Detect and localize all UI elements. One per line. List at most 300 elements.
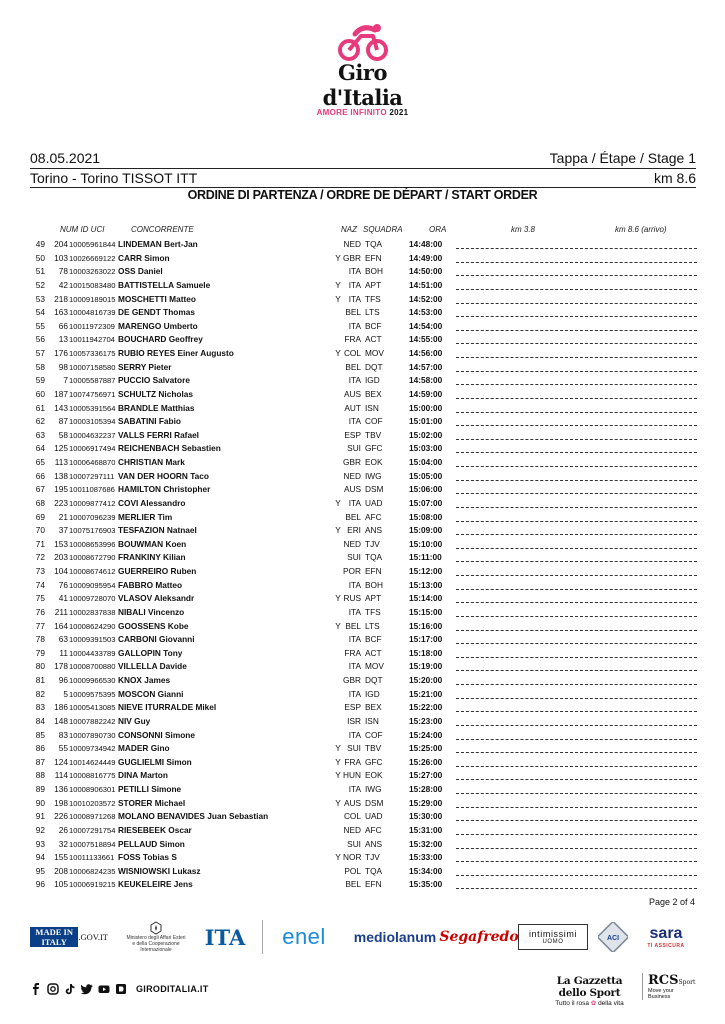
rider-position: 91 (35, 811, 45, 822)
rider-team: TJV (365, 538, 380, 549)
rider-position: 94 (35, 852, 45, 863)
rider-name: HAMILTON Christopher (118, 484, 211, 495)
young-rider-flag: Y (335, 756, 341, 767)
table-row (0, 741, 725, 755)
split2-blank (575, 303, 697, 304)
rider-name: CHRISTIAN Mark (118, 457, 185, 467)
split2-blank (575, 766, 697, 767)
table-row (0, 659, 725, 673)
rider-position: 66 (35, 470, 45, 481)
rider-number: 78 (58, 266, 68, 277)
table-row (0, 714, 725, 728)
split1-blank (456, 316, 573, 317)
rider-position: 55 (35, 320, 45, 331)
rider-number: 153 (54, 538, 68, 549)
rider-position: 51 (35, 266, 45, 277)
split1-blank (456, 534, 573, 535)
rider-team: GFC (365, 443, 383, 454)
start-time: 15:24:00 (409, 729, 443, 740)
divider (30, 168, 696, 169)
table-row (0, 687, 725, 701)
split2-blank (575, 888, 697, 889)
rider-name: BOUWMAN Koen (118, 538, 187, 549)
start-time: 15:02:00 (409, 429, 443, 440)
split1-blank (456, 779, 573, 780)
rider-position: 73 (35, 566, 45, 576)
rider-name: CARR Simon (118, 252, 170, 263)
instagram-icon[interactable] (47, 983, 59, 995)
rider-team: IWG (365, 470, 382, 481)
table-row (0, 673, 725, 687)
rider-nation: ITA (348, 606, 361, 617)
split1-blank (456, 657, 573, 658)
rider-team: DSM (365, 797, 384, 808)
table-row (0, 578, 725, 592)
table-row (0, 469, 725, 483)
rider-nation: NOR (343, 852, 362, 863)
split2-blank (575, 779, 697, 780)
split1-blank (456, 820, 573, 821)
rider-position: 71 (35, 538, 45, 549)
rider-uci-id: 10075176903 (69, 526, 116, 536)
rider-number: 223 (54, 497, 68, 508)
split2-blank (575, 330, 697, 331)
rider-uci-id: 10008624290 (69, 621, 116, 631)
rider-uci-id: 10004816739 (69, 308, 116, 318)
rider-nation: GBR (343, 457, 361, 467)
rider-uci-id: 10002837838 (69, 607, 116, 617)
rider-position: 61 (35, 402, 45, 413)
rider-number: 32 (58, 838, 68, 849)
rider-team: COF (365, 416, 383, 427)
rider-uci-id: 10009391503 (69, 635, 116, 645)
split1-blank (456, 262, 573, 263)
rider-team: TQA (365, 239, 383, 249)
rider-position: 75 (35, 593, 45, 604)
table-row (0, 251, 725, 265)
split2-blank (575, 752, 697, 753)
rider-number: 7 (63, 375, 68, 386)
rider-team: BEX (365, 388, 382, 399)
start-time: 15:20:00 (409, 675, 443, 685)
rider-position: 87 (35, 756, 45, 767)
rider-number: 204 (54, 239, 68, 249)
young-rider-flag: Y (335, 797, 341, 808)
aci-icon (598, 922, 628, 952)
start-time: 15:27:00 (409, 770, 443, 781)
rider-uci-id: 10005391564 (69, 403, 116, 413)
rider-team: BCF (365, 320, 382, 331)
rider-uci-id: 10007882242 (69, 716, 116, 726)
rider-number: 198 (54, 797, 68, 808)
rider-uci-id: 10008674612 (69, 567, 116, 576)
rider-name: COVI Alessandro (118, 497, 186, 508)
rider-team: BEX (365, 702, 382, 713)
rider-number: 155 (54, 852, 68, 863)
rider-position: 54 (35, 307, 45, 318)
table-row (0, 510, 725, 524)
route-info-row (30, 170, 696, 186)
rider-number: 37 (58, 525, 68, 536)
youtube-icon[interactable] (98, 983, 110, 995)
col-header-ora: ORA (429, 225, 447, 234)
twitter-icon[interactable] (81, 983, 93, 995)
rider-uci-id: 10007291754 (69, 825, 116, 835)
page-number: Page 2 of 4 (648, 897, 695, 907)
rider-team: ANS (365, 838, 383, 849)
rider-uci-id: 10011087686 (69, 485, 115, 495)
split1-blank (456, 602, 573, 603)
rider-number: 98 (58, 361, 68, 372)
start-time: 15:35:00 (409, 879, 443, 890)
split2-blank (575, 561, 697, 562)
rider-team: ISN (365, 402, 379, 413)
table-row (0, 768, 725, 782)
table-row (0, 591, 725, 605)
rider-position: 65 (35, 457, 45, 467)
rider-position: 81 (35, 675, 45, 685)
young-rider-flag: Y (335, 770, 341, 781)
rider-number: 186 (54, 702, 68, 713)
rider-uci-id: 10007096239 (69, 512, 116, 522)
rider-team: EOK (365, 457, 383, 467)
rider-position: 50 (35, 252, 45, 263)
rider-nation: BEL (345, 511, 361, 522)
rider-team: BOH (365, 579, 383, 590)
young-rider-flag: Y (335, 593, 341, 604)
table-row (0, 332, 725, 346)
rider-nation: ITA (348, 688, 361, 699)
brand-subtitle: AMORE INFINITO 2021 (316, 108, 409, 117)
rider-team: DSM (365, 484, 384, 495)
table-row (0, 837, 725, 851)
split2-blank (575, 452, 697, 453)
split1-blank (456, 289, 573, 290)
rider-name: KEUKELEIRE Jens (118, 879, 193, 890)
start-time: 14:49:00 (409, 252, 443, 263)
rider-nation: ESP (344, 429, 361, 440)
rider-uci-id: 10006468870 (69, 458, 116, 467)
split2-blank (575, 439, 697, 440)
split2-blank (575, 371, 697, 372)
rider-nation: COL (343, 811, 361, 822)
made-in-italy-logo: MADE IN ITALY .GOV.IT (30, 918, 108, 956)
rider-name: MOSCON Gianni (118, 688, 184, 699)
split1-blank (456, 425, 573, 426)
rider-name: VILLELLA Davide (118, 661, 187, 672)
rider-position: 89 (35, 784, 45, 794)
rider-position: 82 (35, 688, 45, 699)
rider-number: 143 (54, 402, 68, 413)
rider-nation: NED (343, 239, 361, 249)
split2-blank (575, 630, 697, 631)
rider-number: 5 (63, 688, 68, 699)
split2-blank (575, 698, 697, 699)
rider-team: TBV (365, 743, 382, 754)
rider-position: 57 (35, 348, 45, 358)
rider-uci-id: 10009575395 (69, 689, 116, 699)
split2-blank (575, 684, 697, 685)
split2-blank (575, 875, 697, 876)
rider-nation: ITA (348, 661, 361, 672)
site-link[interactable]: GIRODITALIA.IT (136, 984, 209, 994)
app-icon[interactable] (115, 983, 127, 995)
intimissimi-logo: intimissimi UOMO (518, 924, 588, 950)
rider-number: 138 (54, 470, 68, 481)
table-row (0, 496, 725, 510)
rider-position: 80 (35, 661, 45, 672)
start-time: 14:56:00 (409, 348, 443, 358)
start-time: 14:54:00 (409, 320, 443, 331)
rider-uci-id: 10006824235 (69, 866, 116, 876)
split2-blank (575, 480, 697, 481)
rider-position: 76 (35, 606, 45, 617)
enel-logo: enel (282, 924, 326, 949)
rider-number: 148 (54, 715, 68, 726)
rider-position: 93 (35, 838, 45, 849)
split2-blank (575, 602, 697, 603)
rider-number: 187 (54, 388, 68, 399)
start-time: 15:04:00 (409, 457, 443, 467)
start-time: 15:14:00 (409, 593, 443, 604)
rider-nation: ITA (348, 293, 361, 304)
table-row (0, 319, 725, 333)
start-order-table (0, 237, 725, 891)
rider-uci-id: 10009877412 (69, 498, 116, 508)
rider-team: GFC (365, 756, 383, 767)
rider-name: STORER Michael (118, 797, 186, 808)
rider-uci-id: 10007158580 (69, 362, 116, 372)
rider-number: 124 (54, 756, 68, 767)
start-time: 15:05:00 (409, 470, 443, 481)
rider-nation: ITA (348, 497, 361, 508)
rider-nation: HUN (343, 770, 361, 781)
col-header-split2: km 8.6 (arrivo) (615, 225, 667, 234)
rider-team: TBV (365, 429, 382, 440)
table-row (0, 455, 725, 469)
split2-blank (575, 343, 697, 344)
rider-name: TESFAZION Natnael (118, 525, 197, 536)
rider-uci-id: 10009966530 (69, 676, 116, 685)
split1-blank (456, 589, 573, 590)
rider-name: RUBIO REYES Einer Augusto (118, 348, 234, 358)
start-time: 14:57:00 (409, 361, 443, 372)
start-time: 14:51:00 (409, 279, 443, 290)
start-time: 14:58:00 (409, 375, 443, 386)
split1-blank (456, 561, 573, 562)
rider-name: MERLIER Tim (118, 511, 173, 522)
start-time: 15:06:00 (409, 484, 443, 495)
split1-blank (456, 439, 573, 440)
table-row (0, 264, 725, 278)
emblem-icon (149, 921, 163, 935)
start-time: 15:11:00 (409, 552, 442, 563)
rider-nation: ITA (348, 279, 361, 290)
split1-blank (456, 793, 573, 794)
split1-blank (456, 507, 573, 508)
rider-name: WISNIOWSKI Lukasz (118, 865, 201, 876)
rider-position: 69 (35, 511, 45, 522)
stage-label: Tappa / Étape / Stage 1 (549, 150, 696, 166)
sara-logo: sara TI ASSICURA (647, 925, 685, 949)
rider-nation: ISR (347, 715, 361, 726)
rider-number: 105 (54, 879, 68, 890)
rider-name: GUGLIELMI Simon (118, 756, 192, 767)
rider-name: DE GENDT Thomas (118, 307, 195, 318)
col-header-naz: NAZ (341, 225, 357, 234)
rider-name: SABATINI Fabio (118, 416, 181, 427)
rider-uci-id: 10009189015 (69, 294, 116, 304)
rider-team: MOV (365, 348, 384, 358)
rider-team: IGD (365, 688, 380, 699)
rider-uci-id: 10008816775 (69, 771, 116, 781)
start-order-title: ORDINE DI PARTENZA / ORDRE DE DÉPART / START ORDER (187, 188, 538, 202)
rider-nation: ITA (348, 266, 361, 277)
rider-number: 83 (58, 729, 68, 740)
split2-blank (575, 739, 697, 740)
mediolanum-logo: mediolanum (353, 929, 437, 945)
stage-date: 08.05.2021 (30, 150, 101, 166)
ministry-logo: Ministero degli Affari Esteri e della Cooperazione Internazionale (126, 918, 186, 956)
col-header-squadra: SQUADRA (363, 225, 403, 234)
table-row (0, 292, 725, 306)
rider-name: FABBRO Matteo (118, 579, 183, 590)
rider-position: 85 (35, 729, 45, 740)
young-rider-flag: Y (335, 620, 341, 631)
rider-uci-id: 10005413085 (69, 703, 116, 713)
rider-uci-id: 10003263022 (69, 267, 116, 277)
sponsor-divider (262, 920, 263, 954)
rider-number: 114 (54, 770, 68, 781)
table-row (0, 877, 725, 891)
start-time: 15:01:00 (409, 416, 443, 427)
rider-name: CONSONNI Simone (118, 729, 195, 740)
rider-uci-id: 10006917494 (69, 444, 116, 454)
split1-blank (456, 575, 573, 576)
rider-name: DINA Marton (118, 770, 168, 781)
rider-uci-id: 10008653996 (69, 539, 116, 549)
split1-blank (456, 848, 573, 849)
split2-blank (575, 589, 697, 590)
rider-uci-id: 10009728070 (69, 594, 116, 604)
rider-position: 53 (35, 293, 45, 304)
rider-number: 203 (54, 552, 68, 563)
rider-nation: BEL (345, 307, 361, 318)
facebook-icon[interactable] (30, 983, 42, 995)
start-time: 15:08:00 (409, 511, 443, 522)
rider-number: 164 (54, 620, 68, 631)
split2-blank (575, 521, 697, 522)
start-time: 14:59:00 (409, 388, 443, 399)
rider-number: 195 (54, 484, 68, 495)
rider-name: MOLANO BENAVIDES Juan Sebastian (118, 811, 269, 822)
rider-nation: ITA (348, 729, 361, 740)
split2-blank (575, 425, 697, 426)
table-row (0, 550, 725, 564)
rider-number: 87 (58, 416, 68, 427)
rider-team: LTS (365, 307, 380, 318)
rider-name: VAN DER HOORN Taco (118, 470, 209, 481)
rider-name: PUCCIO Salvatore (118, 375, 190, 386)
giro-logo (300, 22, 425, 117)
split2-blank (575, 807, 697, 808)
rider-name: BATTISTELLA Samuele (118, 279, 211, 290)
split2-blank (575, 834, 697, 835)
rider-team: EFN (365, 566, 382, 576)
table-row (0, 387, 725, 401)
rider-name: PELLAUD Simon (118, 838, 185, 849)
rcs-sport-logo: RCSSport Move your Business (642, 973, 696, 1000)
rider-number: 63 (58, 634, 68, 645)
start-time: 15:03:00 (409, 443, 443, 454)
start-time: 15:12:00 (409, 566, 443, 576)
split1-blank (456, 398, 573, 399)
rider-uci-id: 10007297111 (69, 471, 115, 481)
split2-blank (575, 848, 697, 849)
rider-number: 55 (58, 743, 68, 754)
rider-nation: ITA (348, 375, 361, 386)
rider-uci-id: 10005587887 (69, 376, 116, 386)
rider-nation: NED (343, 538, 361, 549)
table-row (0, 523, 725, 537)
rider-team: DQT (365, 675, 383, 685)
tiktok-icon[interactable] (64, 983, 76, 995)
table-row (0, 809, 725, 823)
rider-position: 58 (35, 361, 45, 372)
rider-name: GUERREIRO Ruben (118, 566, 197, 576)
rider-uci-id: 10011942704 (69, 335, 115, 345)
split1-blank (456, 643, 573, 644)
segafredo-logo: Segafredo (439, 929, 519, 945)
rider-name: LINDEMAN Bert-Jan (118, 239, 198, 249)
start-time: 15:32:00 (409, 838, 443, 849)
rider-nation: AUS (343, 484, 361, 495)
split1-blank (456, 480, 573, 481)
split2-blank (575, 548, 697, 549)
rider-team: UAD (365, 811, 383, 822)
split2-blank (575, 820, 697, 821)
rider-nation: ITA (348, 416, 361, 427)
table-row (0, 401, 725, 415)
rider-nation: RUS (343, 593, 361, 604)
rider-team: TFS (365, 293, 381, 304)
rider-nation: SUI (347, 838, 361, 849)
table-row (0, 373, 725, 387)
rider-name: RIESEBEEK Oscar (118, 824, 192, 835)
rider-number: 96 (58, 675, 68, 685)
rider-position: 70 (35, 525, 45, 536)
rider-team: UAD (365, 497, 383, 508)
split1-blank (456, 493, 573, 494)
table-row (0, 537, 725, 551)
rider-team: MOV (365, 661, 384, 672)
start-time: 15:30:00 (409, 811, 443, 822)
split2-blank (575, 861, 697, 862)
split1-blank (456, 725, 573, 726)
rider-nation: SUI (347, 743, 361, 754)
rider-name: BOUCHARD Geoffrey (118, 334, 203, 345)
split1-blank (456, 343, 573, 344)
rider-number: 113 (54, 457, 68, 467)
table-row (0, 482, 725, 496)
ita-logo: ITA (204, 924, 246, 950)
stage-distance: km 8.6 (653, 170, 696, 186)
rider-team: ISN (365, 715, 379, 726)
rider-uci-id: 10004632237 (69, 430, 116, 440)
rider-name: PETILLI Simone (118, 784, 182, 794)
table-row (0, 728, 725, 742)
split1-blank (456, 752, 573, 753)
